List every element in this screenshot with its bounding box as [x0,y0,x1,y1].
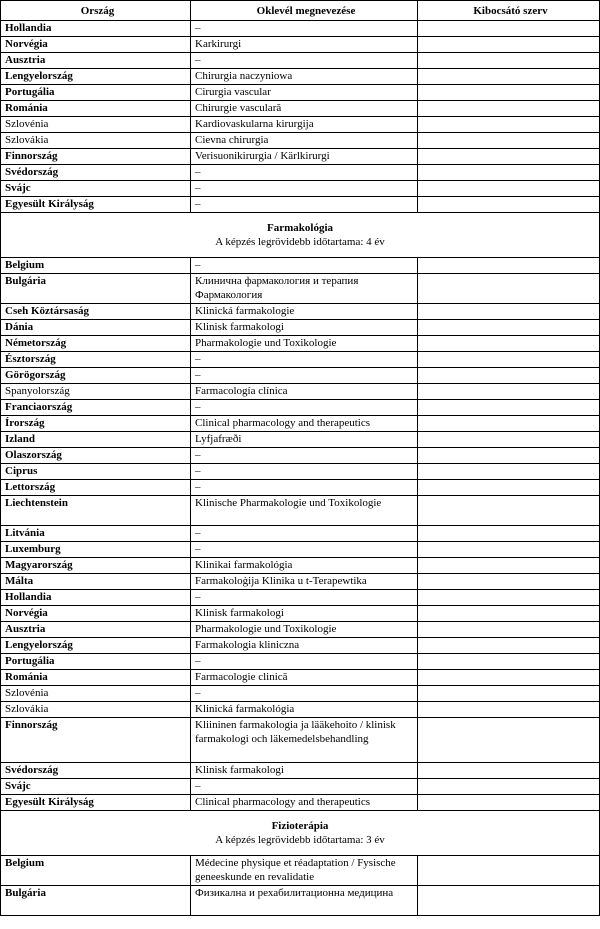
diploma-cell: – [191,53,418,69]
issuer-cell [418,85,600,101]
diploma-cell: Chirurgie vasculară [191,101,418,117]
country-cell: Cseh Köztársaság [1,304,191,320]
diploma-cell: Klinisk farmakologi [191,320,418,336]
issuer-cell [418,197,600,213]
issuer-cell [418,149,600,165]
country-cell: Írország [1,416,191,432]
table-row [1,686,600,702]
diploma-cell: Pharmakologie und Toxikologie [191,336,418,352]
diploma-cell: – [191,165,418,181]
country-cell: Liechtenstein [1,496,191,526]
table-row [1,165,600,181]
country-cell: Portugália [1,654,191,670]
country-cell: Szlovénia [1,117,191,133]
table-row [1,304,600,320]
country-cell: Szlovénia [1,686,191,702]
issuer-cell [418,165,600,181]
table-row [1,69,600,85]
issuer-cell [418,336,600,352]
table-row [1,149,600,165]
issuer-cell [418,480,600,496]
table-row [1,702,600,718]
issuer-cell [418,622,600,638]
issuer-cell [418,718,600,763]
country-cell: Belgium [1,258,191,274]
country-cell: Magyarország [1,558,191,574]
issuer-cell [418,304,600,320]
section-header-pharmacology [1,213,600,258]
table-row [1,638,600,654]
diploma-cell: Kardiovaskularna kirurgija [191,117,418,133]
issuer-cell [418,448,600,464]
diploma-cell: Физикална и рехабилитационна медицина [191,886,418,916]
issuer-cell [418,53,600,69]
diploma-cell: Cievna chirurgia [191,133,418,149]
issuer-cell [418,856,600,886]
section-duration: A képzés legrövidebb időtartama: 3 év [215,834,385,846]
country-cell: Hollandia [1,21,191,37]
country-cell: Ausztria [1,622,191,638]
header-issuer: Kibocsátó szerv [418,1,600,21]
diploma-cell: – [191,448,418,464]
diploma-cell: Clinical pharmacology and therapeutics [191,795,418,811]
issuer-cell [418,795,600,811]
diploma-cell: Kliininen farmakologia ja lääkehoito / klinisk farmakologi och läkemedelsbehandling [191,718,418,763]
country-cell: Szlovákia [1,133,191,149]
country-cell: Svédország [1,763,191,779]
country-cell: Lettország [1,480,191,496]
section-title: Fizioterápia [271,820,329,832]
diploma-cell: – [191,352,418,368]
table-row [1,85,600,101]
country-cell: Norvégia [1,606,191,622]
country-cell: Franciaország [1,400,191,416]
issuer-cell [418,320,600,336]
issuer-cell [418,779,600,795]
country-cell: Spanyolország [1,384,191,400]
header-row [1,1,600,21]
diploma-cell: – [191,654,418,670]
table-row [1,274,600,304]
table-row [1,574,600,590]
issuer-cell [418,117,600,133]
diploma-cell: Klinische Pharmakologie und Toxikologie [191,496,418,526]
diploma-cell: Farmakoloġija Klinika u t-Terapewtika [191,574,418,590]
table-row [1,181,600,197]
diploma-cell: – [191,400,418,416]
diploma-cell: Клинична фармакология и терапия Фармакология [191,274,418,304]
country-cell: Bulgária [1,274,191,304]
table-row [1,718,600,763]
issuer-cell [418,686,600,702]
issuer-cell [418,101,600,117]
country-cell: Norvégia [1,37,191,53]
issuer-cell [418,654,600,670]
diploma-cell: – [191,686,418,702]
table-row [1,117,600,133]
issuer-cell [418,384,600,400]
header-diploma: Oklevél megnevezése [191,1,418,21]
issuer-cell [418,638,600,654]
diploma-cell: – [191,197,418,213]
diploma-cell: Karkirurgi [191,37,418,53]
table-row [1,416,600,432]
table-row [1,480,600,496]
issuer-cell [418,69,600,85]
table-row [1,606,600,622]
table-row [1,558,600,574]
issuer-cell [418,400,600,416]
issuer-cell [418,702,600,718]
issuer-cell [418,432,600,448]
table-row [1,763,600,779]
issuer-cell [418,574,600,590]
table-row [1,590,600,606]
issuer-cell [418,352,600,368]
table-row [1,448,600,464]
physiotherapy-rows [1,856,600,916]
table-row [1,400,600,416]
table-row [1,654,600,670]
table-row [1,670,600,686]
table-row [1,526,600,542]
issuer-cell [418,416,600,432]
table-row [1,432,600,448]
section-header-physiotherapy [1,811,600,856]
table-row [1,464,600,480]
table-row [1,542,600,558]
country-cell: Finnország [1,149,191,165]
issuer-cell [418,886,600,916]
issuer-cell [418,670,600,686]
issuer-cell [418,368,600,384]
issuer-cell [418,133,600,149]
table-row [1,886,600,916]
country-cell: Egyesült Királyság [1,197,191,213]
country-cell: Svédország [1,165,191,181]
diploma-cell: Verisuonikirurgia / Kärlkirurgi [191,149,418,165]
issuer-cell [418,558,600,574]
diploma-cell: Farmakologia kliniczna [191,638,418,654]
table-row [1,53,600,69]
table-row [1,336,600,352]
diploma-cell: Médecine physique et réadaptation / Fysische geneeskunde en revalidatie [191,856,418,886]
pharmacology-rows [1,258,600,811]
table-row [1,133,600,149]
issuer-cell [418,258,600,274]
section-title: Farmakológia [267,222,333,234]
table-row [1,856,600,886]
table-row [1,352,600,368]
diploma-cell: – [191,258,418,274]
country-cell: Izland [1,432,191,448]
issuer-cell [418,181,600,197]
diploma-cell: Klinisk farmakologi [191,763,418,779]
issuer-cell [418,542,600,558]
diploma-cell: – [191,526,418,542]
diploma-cell: – [191,590,418,606]
country-cell: Portugália [1,85,191,101]
table-row [1,37,600,53]
country-cell: Litvánia [1,526,191,542]
country-cell: Luxemburg [1,542,191,558]
country-cell: Svájc [1,181,191,197]
header-country: Ország [1,1,191,21]
country-cell: Hollandia [1,590,191,606]
table-row [1,795,600,811]
vascular-surgery-rows [1,21,600,213]
diploma-cell: Farmacología clínica [191,384,418,400]
country-cell: Észtország [1,352,191,368]
diploma-cell: Klinikai farmakológia [191,558,418,574]
country-cell: Románia [1,670,191,686]
diploma-cell: – [191,542,418,558]
country-cell: Románia [1,101,191,117]
diploma-cell: – [191,464,418,480]
table-row [1,197,600,213]
issuer-cell [418,763,600,779]
table-row [1,368,600,384]
country-cell: Finnország [1,718,191,763]
diploma-cell: – [191,368,418,384]
table-row [1,779,600,795]
country-cell: Szlovákia [1,702,191,718]
country-cell: Ausztria [1,53,191,69]
issuer-cell [418,496,600,526]
issuer-cell [418,526,600,542]
diploma-cell: – [191,779,418,795]
country-cell: Dánia [1,320,191,336]
diploma-cell: Klinická farmakológia [191,702,418,718]
section-row [1,213,600,258]
issuer-cell [418,274,600,304]
section-row [1,811,600,856]
diploma-cell: Lyfjafræði [191,432,418,448]
diploma-cell: – [191,480,418,496]
country-cell: Bulgária [1,886,191,916]
table-row [1,21,600,37]
country-cell: Svájc [1,779,191,795]
diploma-cell: Cirurgia vascular [191,85,418,101]
country-cell: Németország [1,336,191,352]
diploma-cell: Klinisk farmakologi [191,606,418,622]
table-row [1,320,600,336]
table-row [1,384,600,400]
issuer-cell [418,37,600,53]
country-cell: Egyesült Királyság [1,795,191,811]
country-cell: Görögország [1,368,191,384]
country-cell: Lengyelország [1,638,191,654]
issuer-cell [418,590,600,606]
country-cell: Málta [1,574,191,590]
diploma-cell: Klinická farmakologie [191,304,418,320]
country-cell: Ciprus [1,464,191,480]
table-row [1,258,600,274]
diploma-cell: – [191,181,418,197]
country-cell: Belgium [1,856,191,886]
issuer-cell [418,606,600,622]
table-row [1,101,600,117]
section-duration: A képzés legrövidebb időtartama: 4 év [215,236,385,248]
diploma-cell: Pharmakologie und Toxikologie [191,622,418,638]
diploma-cell: Chirurgia naczyniowa [191,69,418,85]
country-cell: Lengyelország [1,69,191,85]
diploma-cell: Clinical pharmacology and therapeutics [191,416,418,432]
issuer-cell [418,464,600,480]
issuer-cell [418,21,600,37]
pharmacology-section [1,213,600,258]
diploma-cell: – [191,21,418,37]
physiotherapy-section [1,811,600,856]
diploma-cell: Farmacologie clinică [191,670,418,686]
table-row [1,622,600,638]
table-row [1,496,600,526]
country-cell: Olaszország [1,448,191,464]
